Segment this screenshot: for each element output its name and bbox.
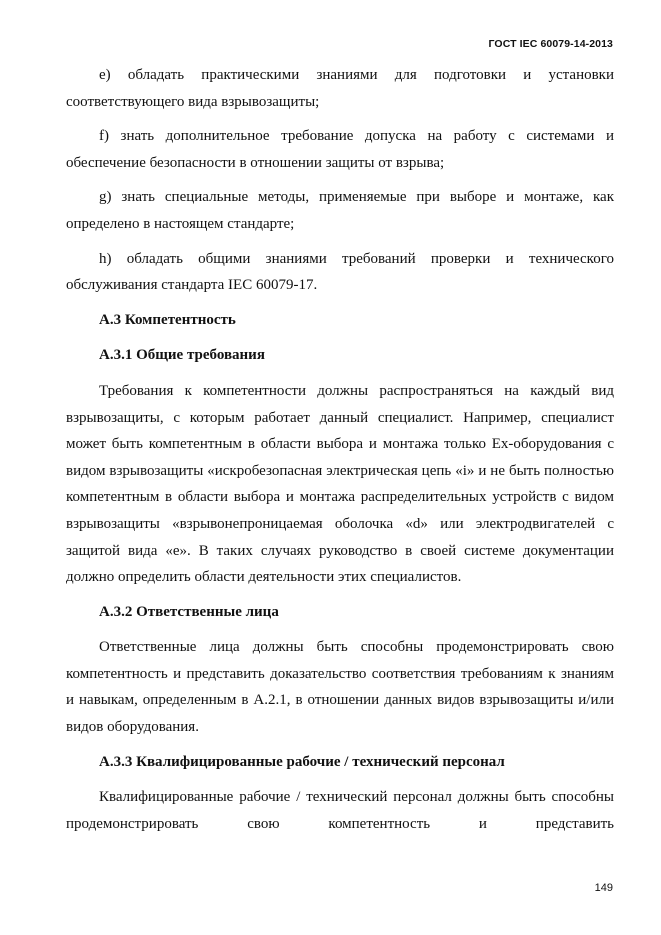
list-item-f: f) знать дополнительное требование допуска на работу с системами и обеспечение безопасности в отношении защиты от взрыва; [66,128,614,171]
page-body [66,62,614,845]
paragraph-qualified-workers: Квалифицированные рабочие / технический персонал должны быть способны продемонстрировать свою компетентность и представить [66,789,614,832]
section-heading-a3-2: А.3.2 Ответственные лица [99,603,279,620]
paragraph-responsible-persons: Ответственные лица должны быть способны продемонстрировать свою компетентность и представить доказательство соответствия требованиям к знаниям и навыкам, определенным в А.2.1, в отношении данных видов взрывозащиты и/или видов оборудования. [66,639,614,736]
document-header: ГОСТ IEC 60079-14-2013 [488,38,613,50]
page-number: 149 [594,882,613,894]
section-heading-a3-3: А.3.3 Квалифицированные рабочие / технический персонал [99,753,505,770]
paragraph-general-requirements: Требования к компетентности должны распространяться на каждый вид взрывозащиты, с которым работает данный специалист. Например, специалист может быть компетентным в области выбора и монтажа только Ex-оборудования с видом взрывозащиты «искробезопасная электрическая цепь «i» и не быть полностью компетентным в области выбора и монтажа распределительных устройств с видом взрывозащиты «взрывонепроницаемая оболочка «d» или электродвигателей с защитой вида «е». В таких случаях руководство в своей системе документации должно определить области деятельности этих специалистов. [66,382,614,586]
list-item-e: е) обладать практическими знаниями для подготовки и установки соответствующего вида взрывозащиты; [66,67,614,110]
section-heading-a3: А.3 Компетентность [99,311,236,328]
list-item-g: g) знать специальные методы, применяемые при выборе и монтаже, как определено в настоящем стандарте; [66,189,614,232]
list-item-h: h) обладать общими знаниями требований проверки и технического обслуживания стандарта IEC 60079-17. [66,250,614,294]
section-heading-a3-1: А.3.1 Общие требования [99,347,265,364]
